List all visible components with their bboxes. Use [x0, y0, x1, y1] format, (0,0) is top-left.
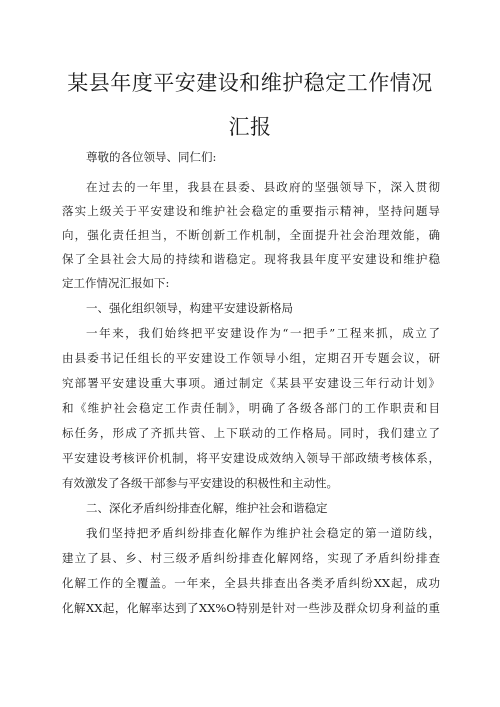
paragraph-line: 化解XX起，化解率达到了XX%O特别是针对一些涉及群众切身利益的重 — [62, 601, 440, 615]
paragraph-line: 落实上级关于平安建设和维护社会稳定的重要指示精神，坚持问题导 — [62, 204, 440, 218]
paragraph-line: 究部署平安建设重大事项。通过制定《某县平安建设三年行动计划》 — [62, 376, 440, 390]
paragraph-line: 有效激发了各级干部参与平安建设的积极性和主动性。 — [62, 476, 338, 490]
paragraph-line: 我们坚持把矛盾纠纷排查化解作为维护社会稳定的第一道防线， — [86, 526, 440, 540]
section-heading: 一、强化组织领导，构建平安建设新格局 — [86, 301, 293, 315]
paragraph-line: 建立了县、乡、村三级矛盾纠纷排查化解网络，实现了矛盾纠纷排查 — [62, 551, 440, 565]
section-heading: 二、深化矛盾纠纷排查化解，维护社会和谐稳定 — [86, 501, 328, 515]
paragraph-line: 定工作情况汇报如下: — [62, 276, 170, 290]
paragraph-line: 标任务，形成了齐抓共管、上下联动的工作格局。同时，我们建立了 — [62, 426, 440, 440]
paragraph-line: 向，强化责任担当，不断创新工作机制，全面提升社会治理效能，确 — [62, 228, 440, 242]
paragraph-line: 化解工作的全覆盖。一年来，全县共排查出各类矛盾纠纷XX起，成功 — [62, 576, 440, 590]
paragraph-line: 由县委书记任组长的平安建设工作领导小组，定期召开专题会议，研 — [62, 351, 440, 365]
paragraph-line: 一年来，我们始终把平安建设作为“一把手”工程来抓，成立了 — [86, 326, 440, 340]
paragraph-line: 保了全县社会大局的持续和谐稳定。现将我县年度平安建设和维护稳 — [62, 252, 440, 266]
document-title-continued: 汇报 — [228, 115, 272, 139]
salutation: 尊敬的各位领导、同仁们: — [86, 150, 217, 164]
paragraph-line: 平安建设考核评价机制，将平安建设成效纳入领导干部政绩考核体系， — [62, 451, 440, 465]
paragraph-line: 在过去的一年里，我县在县委、县政府的坚强领导下，深入贯彻 — [86, 180, 440, 194]
paragraph-line: 和《维护社会稳定工作责任制》，明确了各级各部门的工作职责和目 — [62, 401, 440, 415]
document-title: 某县年度平安建设和维护稳定工作情况 — [67, 71, 433, 95]
